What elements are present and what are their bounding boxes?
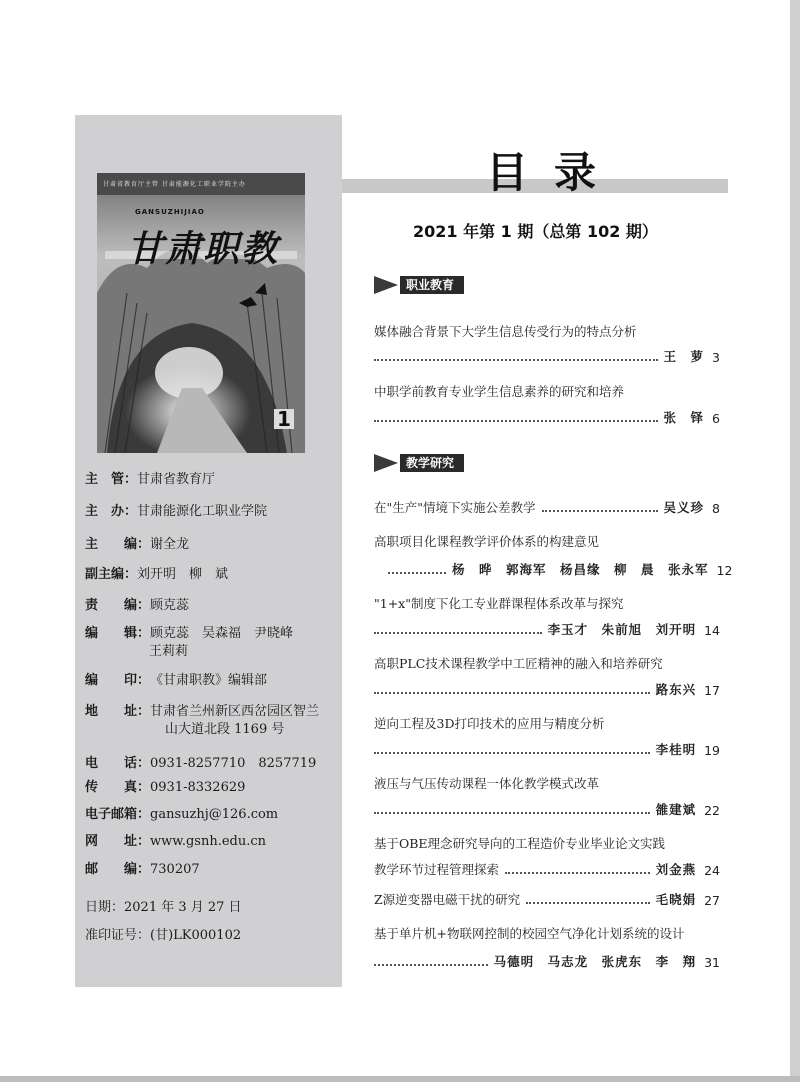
- toc-entry[interactable]: Z源逆变器电磁干扰的研究 毛晓娟 27: [374, 892, 720, 908]
- toc-entry[interactable]: 教学环节过程管理探索 刘金燕 24: [374, 862, 720, 878]
- toc-entry-title[interactable]: 液压与气压传动课程一体化教学模式改革: [374, 776, 600, 791]
- cover-title: 甘肃职教: [127, 228, 280, 270]
- section-arrow-icon: [374, 276, 398, 294]
- toc-entry-line: 张 铎 6: [374, 410, 720, 426]
- page-edge-bottom: [0, 1076, 800, 1082]
- publish-date: 日期：2021 年 3 月 27 日: [85, 900, 242, 915]
- toc-entry-title[interactable]: 基于单片机+物联网控制的校园空气净化计划系统的设计: [374, 926, 685, 941]
- masthead-row: 副主编：刘开明 柳 斌: [85, 567, 229, 582]
- toc-entry-line: 王 萝 3: [374, 349, 720, 365]
- masthead-row: 主 管：甘肃省教育厅: [85, 472, 216, 487]
- journal-cover-image: [97, 173, 305, 453]
- toc-entry-title[interactable]: 逆向工程及3D打印技术的应用与精度分析: [374, 716, 605, 731]
- masthead-row: 主 编：谢全龙: [85, 537, 190, 552]
- cover-publisher-line: 甘肃省教育厅主管 甘肃能源化工职业学院主办: [103, 181, 246, 188]
- section-header-teaching: 教学研究: [374, 454, 464, 472]
- toc-entry-title[interactable]: "1+x"制度下化工专业群课程体系改革与探究: [374, 596, 624, 611]
- toc-entry-title[interactable]: 高职PLC技术课程教学中工匠精神的融入和培养研究: [374, 656, 663, 671]
- masthead-row: 编 印：《甘肃职教》编辑部: [85, 673, 268, 688]
- section-header-vocational: 职业教育: [374, 276, 464, 294]
- masthead-row: 编 辑：顾克蕊 吴森福 尹晓峰: [85, 626, 294, 641]
- masthead-row: 责 编：顾克蕊: [85, 598, 190, 613]
- toc-entry-line: 李玉才 朱前旭 刘开明 14: [374, 622, 720, 638]
- toc-entry-title[interactable]: 基于OBE理念研究导向的工程造价专业毕业论文实践: [374, 836, 666, 851]
- toc-entry-line: 李桂明 19: [374, 742, 720, 758]
- toc-entry-line: 雒建斌 22: [374, 802, 720, 818]
- masthead-row: 主 办：甘肃能源化工职业学院: [85, 504, 268, 519]
- issue-line: 2021 年第 1 期（总第 102 期）: [413, 222, 658, 241]
- cover-pinyin: GANSUZHIJIAO: [135, 208, 205, 216]
- page-edge-right: [790, 0, 800, 1082]
- toc-entry-title[interactable]: 中职学前教育专业学生信息素养的研究和培养: [374, 384, 625, 399]
- cover-issue-number: 1: [274, 409, 294, 429]
- toc-entry-title[interactable]: 媒体融合背景下大学生信息传受行为的特点分析: [374, 324, 637, 339]
- masthead-row: 电 话：0931-8257710 8257719: [85, 756, 317, 771]
- masthead-row: 传 真：0931-8332629: [85, 780, 246, 795]
- toc-entry-line: 路东兴 17: [374, 682, 720, 698]
- masthead-row: 地 址：甘肃省兰州新区西岔园区智兰: [85, 704, 320, 719]
- masthead-row: 电子邮箱：gansuzhj@126.com: [85, 807, 279, 822]
- masthead-row: 网 址：www.gsnh.edu.cn: [85, 834, 267, 849]
- masthead-row: 邮 编：730207: [85, 862, 200, 877]
- toc-entry-line: 马德明 马志龙 张虎东 李 翔 31: [374, 954, 720, 970]
- masthead-row-cont: 山大道北段 1169 号: [165, 722, 285, 737]
- toc-title: 目录: [486, 148, 623, 197]
- masthead-row-cont: 王莉莉: [149, 644, 189, 659]
- toc-entry[interactable]: 在"生产"情境下实施公差教学 吴义珍 8: [374, 500, 720, 516]
- toc-entry-title[interactable]: 高职项目化课程教学评价体系的构建意见: [374, 534, 600, 549]
- section-arrow-icon: [374, 454, 398, 472]
- toc-entry-line: 杨 晔 郭海军 杨昌缘 柳 晨 张永军 12: [374, 562, 720, 578]
- print-permit: 准印证号：(甘)LK000102: [85, 928, 242, 943]
- masthead-panel: [75, 115, 342, 987]
